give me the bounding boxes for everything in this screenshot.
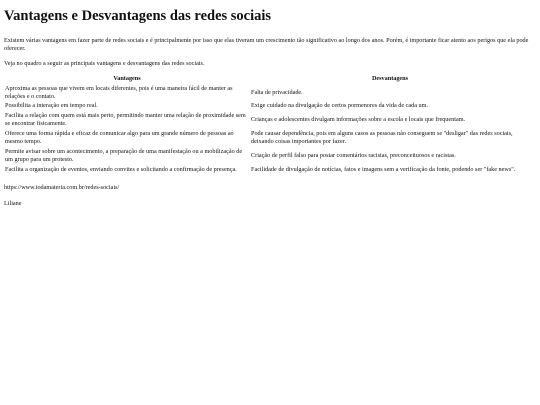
table-header-row: [4, 75, 530, 84]
table-row: [4, 130, 530, 148]
header-disadvantages: Desvantagens: [371, 75, 409, 83]
advantage-cell: Permite avisar sobre um acontecimento, a preparação de uma manifestação ou a mobilização de um grupo para um protesto.: [5, 147, 243, 164]
author-name: Liliane: [4, 200, 22, 208]
table-row: [4, 147, 530, 165]
table-row: [4, 112, 530, 130]
lead-paragraph: Veja no quadro a seguir as principais vantagens e desvantagens das redes sociais.: [4, 59, 205, 67]
advantage-cell: Aproxima as pessoas que vivem em locais diferentes, pois é uma maneira fácil de manter as relações e o contato.: [5, 84, 233, 100]
disadvantage-cell: Crianças e adolescentes divulgam informações sobre a escola e locais que frequentam.: [251, 116, 466, 124]
advantage-cell: Facilita a relação com quem está mais perto, permitindo manter uma relação de proximidade sem se encontrar fisicamente.: [5, 112, 246, 128]
advantages-table: [4, 75, 530, 175]
disadvantage-cell: Falta de privacidade.: [251, 88, 303, 96]
disadvantage-cell: Criação de perfil falso para postar comentários racistas, preconceituosos e racistas.: [251, 151, 456, 159]
source-url: https://www.todamateria.com.br/redes-sociais/: [4, 183, 120, 191]
page-title: Vantagens e Desvantagens das redes sociais: [4, 8, 272, 24]
disadvantage-cell: Pode causar dependência, pois em alguns casos as pessoas não conseguem se "desligar" das redes sociais, deixando coisas importantes por fazer.: [251, 130, 513, 146]
advantage-cell: Oferece uma forma rápida e eficaz de comunicar algo para um grande número de pessoas ao mesmo tempo.: [5, 130, 234, 146]
intro-paragraph: Existem várias vantagens em fazer parte de redes sociais e é principalmente por isso que elas tiveram um crescimento tão significativo ao longo dos anos. Porém, é importante ficar atento aos perigos que ela pode oferecer.: [4, 36, 529, 53]
disadvantage-cell: Exige cuidado na divulgação de certos pormenores da vida de cada um.: [251, 102, 428, 110]
table-row: [4, 84, 530, 102]
table-row: [4, 165, 530, 175]
advantage-cell: Facilita a organização de eventos, enviando convites e solicitando a confirmação de presença.: [5, 165, 237, 173]
table-row: [4, 102, 530, 112]
advantage-cell: Possibilita a interação em tempo real.: [5, 102, 98, 110]
header-advantages: Vantagens: [113, 75, 141, 83]
disadvantage-cell: Facilidade de divulgação de notícias, fatos e imagens sem a verificação da fonte, podendo ser "fake news".: [251, 165, 516, 173]
